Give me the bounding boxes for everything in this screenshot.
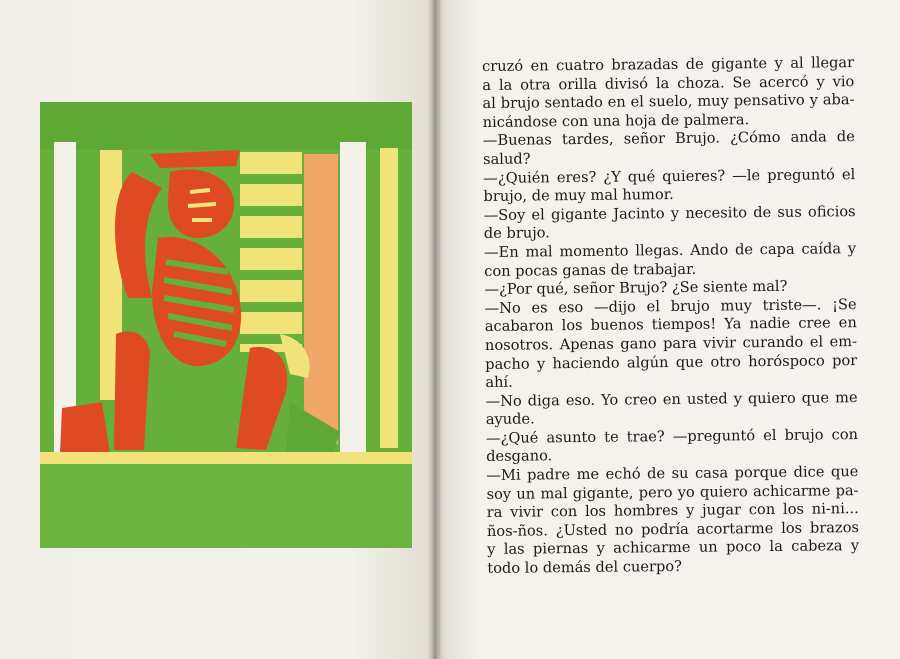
text-line: cruzó en cuatro brazadas de gigante y al llegar — [482, 54, 855, 75]
text-line: desgano. — [486, 447, 553, 466]
text-line: acabaron los buenos tiempos! Ya nadie cree en — [484, 314, 857, 336]
woodcut-orange-panel — [304, 154, 338, 444]
woodcut-window-post — [340, 142, 366, 462]
text-line: —Buenas tardes, señor Brujo. ¿Cómo anda de — [482, 128, 855, 150]
woodcut-ladder — [240, 152, 302, 352]
text-line: de brujo. — [483, 224, 550, 243]
text-line: ños-ños. ¿Usted no podría acortarme los brazos — [486, 518, 860, 540]
text-line: ahí. — [485, 373, 513, 392]
text-line: al brujo sentado en el suelo, muy pensativo y aba- — [482, 91, 855, 113]
text-line: con pocas ganas de trabajar. — [484, 260, 697, 280]
text-line: —En mal momento llegas. Ando de capa caída y — [483, 240, 857, 261]
text-line: —¿Qué asunto te trae? —preguntó el brujo con — [485, 425, 859, 447]
text-line: —Soy el gigante Jacinto y necesito de sus oficios — [483, 202, 856, 224]
text-line: brujo, de muy mal humor. — [483, 186, 674, 206]
text-line: ra vivir con los hombres y jugar con los ni-ni... — [486, 500, 859, 522]
woodcut-floor-line — [40, 452, 412, 464]
book-gutter — [428, 0, 442, 659]
text-line: —Mi padre me echó de su casa porque dice que — [486, 463, 859, 485]
woodcut-red-wedge — [60, 402, 110, 454]
text-line: soy un mal gigante, pero yo quiero achicarme pa- — [486, 481, 859, 503]
text-line: salud? — [482, 150, 531, 168]
text-line: —No es eso —dijo el brujo muy triste—. ¡Se — [484, 295, 857, 317]
left-page — [0, 0, 440, 659]
woodcut-left-leg — [114, 331, 150, 450]
text-line: a la otra orilla divisó la choza. Se acercó y vio — [482, 72, 855, 94]
woodcut-ground — [40, 464, 412, 548]
text-line: —¿Quién eres? ¿Y qué quieres? —le preguntó el — [483, 165, 856, 187]
text-line: pacho y haciendo algún que otro horóspoco por — [485, 351, 858, 373]
text-line: ayude. — [485, 410, 535, 429]
text-line: —No diga eso. Yo creo en usted y quiero que me — [485, 388, 858, 410]
text-line: —¿Por qué, señor Brujo? ¿Se siente mal? — [484, 277, 788, 299]
woodcut-illustration — [40, 102, 412, 548]
text-line: y las piernas y achicarme un poco la cabeza y — [487, 537, 860, 559]
story-text — [482, 54, 859, 578]
woodcut-window-post — [380, 148, 398, 448]
text-line: nicándose con una hoja de palmera. — [482, 110, 750, 131]
text-line: todo lo demás del cuerpo? — [487, 557, 683, 578]
text-line: nosotros. Apenas gano para vivir curando el em- — [484, 332, 858, 354]
